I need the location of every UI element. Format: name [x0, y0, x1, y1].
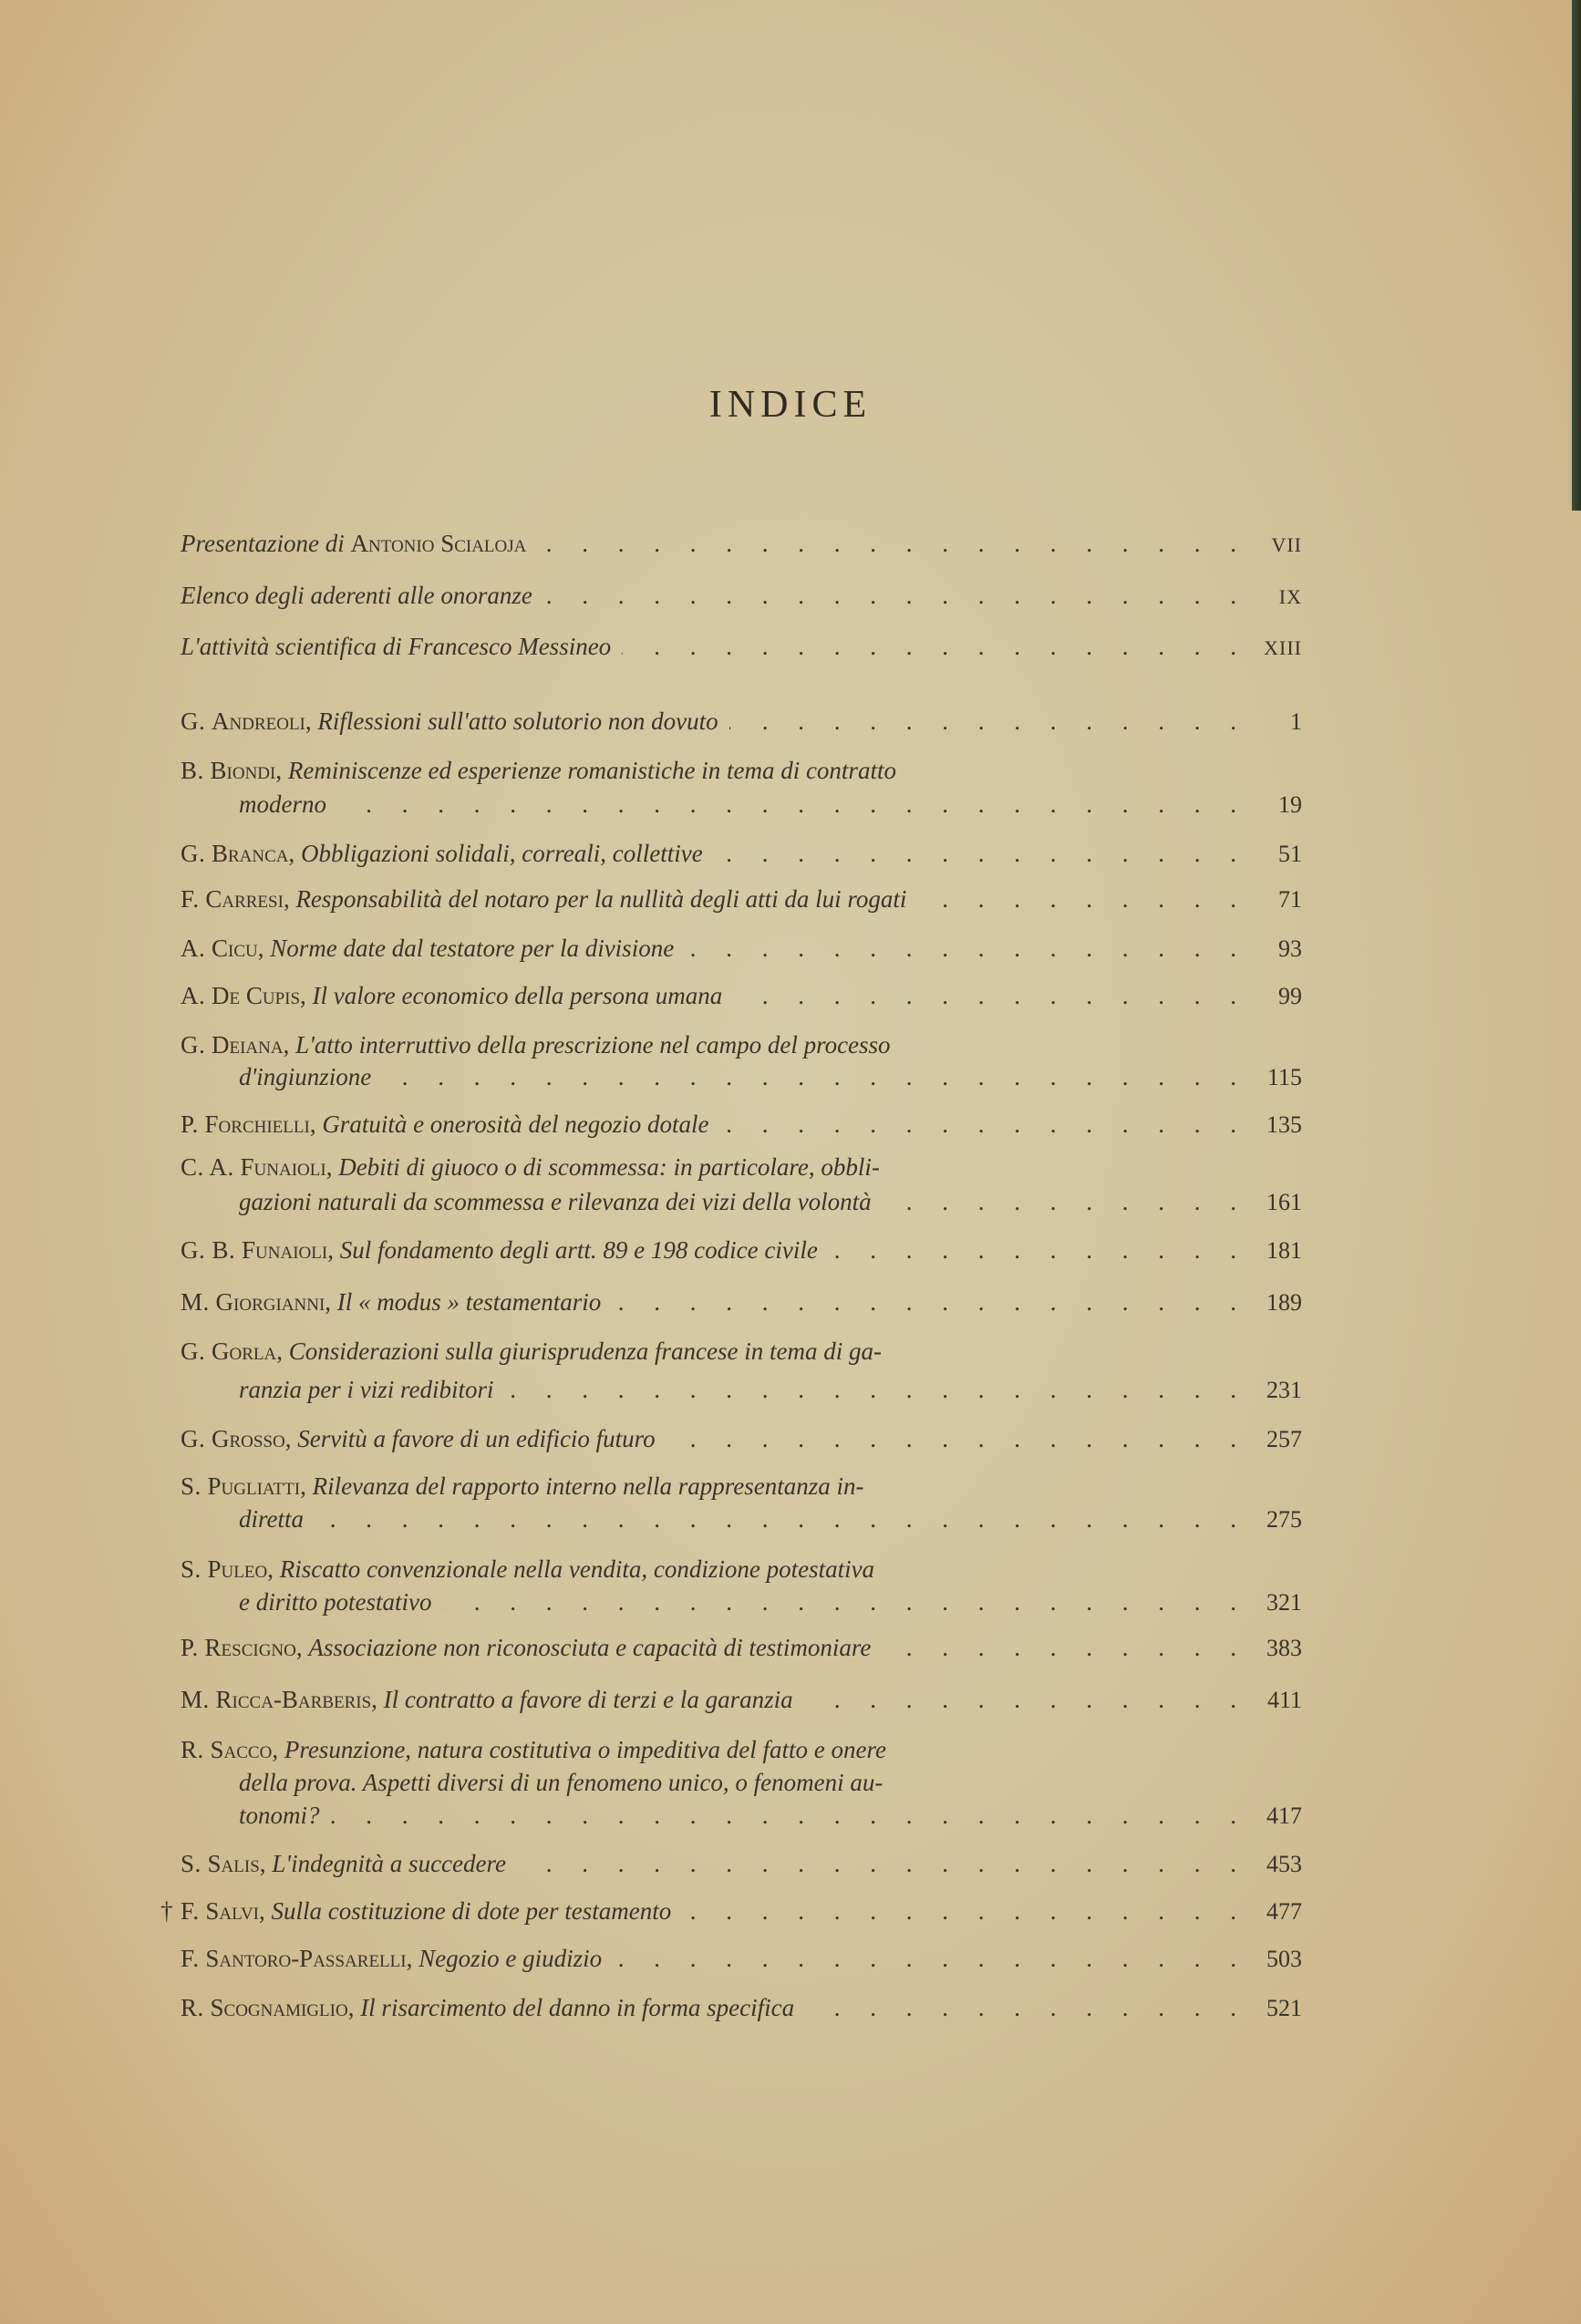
entry-title: Riflessioni sull'atto solutorio non dovuto: [317, 708, 718, 735]
author-surname: Scognamiglio: [210, 1994, 348, 2021]
toc-text: G. Branca, Obbligazioni solidali, correali, collettive: [181, 840, 703, 867]
toc-text: R. Sacco, Presunzione, natura costitutiva o impeditiva del fatto e onere: [181, 1736, 886, 1763]
page-number: 99: [1278, 983, 1302, 1009]
author-surname: Funaioli: [240, 1153, 326, 1181]
toc-front-matter-item: [181, 630, 1302, 663]
author-initials: G.: [181, 840, 206, 867]
toc-entry: [181, 1286, 1302, 1318]
entry-title: L'atto interruttivo della prescrizione nel campo del processo: [295, 1031, 891, 1059]
entry-title: Presunzione, natura costitutiva o impeditiva del fatto e onere: [284, 1736, 886, 1763]
author-surname: Branca: [212, 840, 289, 867]
toc-entry: [181, 1942, 1302, 1975]
author-initials: M.: [181, 1686, 210, 1713]
author-initials: S.: [181, 1850, 202, 1877]
author-initials: G.: [181, 708, 206, 735]
toc-text: M. Giorgianni, Il « modus » testamentario: [181, 1288, 602, 1316]
entry-title: gazioni naturali da scommessa e rilevanza dei vizi della volontà: [239, 1188, 872, 1215]
author-initials: S.: [181, 1472, 202, 1500]
toc-text: [181, 527, 526, 560]
toc-text: M. Ricca-Barberis, Il contratto a favore di terzi e la garanzia: [181, 1686, 793, 1713]
toc-text: [239, 1060, 371, 1093]
entry-title: Responsabilità del notaro per la nullità degli atti da lui rogati: [295, 885, 907, 913]
page-number: VII: [1271, 533, 1302, 556]
dot-leader: [613, 1942, 1236, 1975]
entry-title: Il risarcimento del danno in forma specifica: [360, 1994, 795, 2021]
toc-entry-continuation: [239, 1503, 1302, 1535]
author-initials: P.: [181, 1110, 199, 1138]
toc-text: G. Andreoli, Riflessioni sull'atto solutorio non dovuto: [181, 708, 718, 735]
author-initials: R.: [181, 1736, 204, 1763]
book-spine-edge: [1572, 0, 1581, 511]
toc-text: S. Puleo, Riscatto convenzionale nella vendita, condizione potestativa: [181, 1555, 875, 1583]
author-surname: Gorla: [212, 1338, 277, 1365]
page-number: 321: [1266, 1589, 1302, 1616]
author-surname: Santoro-Passarelli: [205, 1945, 407, 1972]
page-number: 453: [1266, 1851, 1302, 1877]
toc-entry-continuation: [239, 1185, 1302, 1218]
page-number: 477: [1266, 1898, 1302, 1925]
dot-leader: [622, 630, 1236, 663]
page-number: 275: [1266, 1506, 1302, 1533]
dot-leader: [682, 1895, 1236, 1927]
dot-leader: [537, 527, 1236, 560]
author-initials: S.: [181, 1555, 202, 1583]
entry-title: Considerazioni sulla giurisprudenza francese in tema di ga-: [288, 1338, 882, 1365]
toc-text: A. Cicu, Norme date dal testatore per la divisione: [181, 935, 675, 962]
entry-title: Norme date dal testatore per la divisione: [270, 935, 675, 962]
author-surname: Rescigno: [204, 1634, 296, 1661]
toc-entry: [181, 932, 1302, 965]
author-initials: F.: [181, 1897, 200, 1925]
entry-title: e diritto potestativo: [239, 1588, 432, 1616]
entry-title: L'attività scientifica di Francesco Messineo: [181, 633, 612, 660]
page-number: 503: [1266, 1946, 1302, 1972]
toc-entry: [181, 754, 1302, 787]
page-number: 257: [1266, 1426, 1302, 1452]
toc-entry: [181, 837, 1302, 870]
toc-entry: [181, 1991, 1302, 2024]
dot-leader: [382, 1060, 1236, 1093]
entry-title: Il « modus » testamentario: [336, 1288, 602, 1316]
toc-entry: [181, 1683, 1302, 1716]
dot-leader: [331, 1799, 1236, 1832]
author-surname: Andreoli: [212, 708, 305, 735]
page-number: 161: [1266, 1189, 1302, 1215]
entry-title: Sul fondamento degli artt. 89 e 198 codice civile: [339, 1236, 818, 1264]
entry-title: Servitù a favore di un edificio futuro: [297, 1425, 656, 1452]
dot-leader: [804, 1683, 1236, 1716]
toc-entry: [160, 1895, 1302, 1927]
author-initials: F.: [181, 885, 200, 913]
entry-title: della prova. Aspetti diversi di un fenomeno unico, o fenomeni au-: [239, 1769, 884, 1796]
dot-leader: [543, 579, 1236, 612]
toc-text: R. Scognamiglio, Il risarcimento del danno in forma specifica: [181, 1994, 795, 2021]
page-title: INDICE: [708, 384, 873, 426]
dot-leader: [714, 837, 1236, 870]
entry-title: Presentazione di: [181, 530, 345, 557]
entry-title: d'ingiunzione: [239, 1063, 372, 1090]
toc-text: C. A. Funaioli, Debiti di giuoco o di scommessa: in particolare, obbli-: [181, 1153, 880, 1181]
toc-text: [239, 1766, 883, 1799]
toc-entry: [181, 1234, 1302, 1266]
entry-title: ranzia per i vizi redibitori: [239, 1376, 494, 1403]
author-surname: Salis: [207, 1850, 260, 1877]
toc-entry: [181, 1631, 1302, 1664]
dot-leader: [882, 1631, 1236, 1664]
toc-text: [239, 1373, 494, 1406]
toc-text: S. Salis, L'indegnità a succedere: [181, 1850, 506, 1877]
dot-leader: [442, 1585, 1236, 1618]
toc-text: F. Santoro-Passarelli, Negozio e giudizio: [181, 1945, 603, 1972]
entry-title: Il valore economico della persona umana: [312, 982, 723, 1009]
page-number: 135: [1266, 1111, 1302, 1138]
entry-title: Associazione non riconosciuta e capacità di testimoniare: [308, 1634, 872, 1661]
dot-leader: [733, 979, 1236, 1012]
page-number: 383: [1266, 1635, 1302, 1661]
dot-leader: [917, 883, 1236, 915]
entry-title: Gratuità e onerosità del negozio dotale: [322, 1110, 709, 1138]
toc-text: [239, 1585, 431, 1618]
dot-leader: [720, 1108, 1236, 1141]
toc-text: B. Biondi, Reminiscenze ed esperienze romanistiche in tema di contratto: [181, 757, 896, 784]
entry-title: Elenco degli aderenti alle onoranze: [181, 582, 532, 609]
entry-title: Riscatto convenzionale nella vendita, condizione potestativa: [279, 1555, 875, 1583]
author-initials: G.: [181, 1031, 206, 1059]
toc-text: A. De Cupis, Il valore economico della persona umana: [181, 982, 723, 1009]
dot-leader: [315, 1503, 1236, 1535]
toc-entry-continuation: [239, 1799, 1302, 1832]
entry-title: Negozio e giudizio: [418, 1945, 603, 1972]
deceased-mark: †: [160, 1897, 173, 1925]
author-surname: Pugliatti: [207, 1472, 301, 1500]
toc-entry: [181, 1335, 1302, 1368]
page-number: 71: [1278, 886, 1302, 913]
page-number: 19: [1278, 791, 1302, 818]
dot-leader: [685, 932, 1236, 965]
entry-title: Reminiscenze ed esperienze romanistiche in tema di contratto: [287, 757, 896, 784]
author-initials: G.: [181, 1338, 206, 1365]
author-surname: Ricca-Barberis: [215, 1686, 372, 1713]
dot-leader: [666, 1422, 1236, 1455]
dot-leader: [612, 1286, 1236, 1318]
dot-leader: [517, 1847, 1236, 1880]
toc-front-matter-item: [181, 527, 1302, 560]
author-surname: Biondi: [210, 757, 276, 784]
page-number: 93: [1278, 935, 1302, 962]
entry-title: Rilevanza del rapporto interno nella rappresentanza in-: [312, 1472, 864, 1500]
toc-text: S. Pugliatti, Rilevanza del rapporto interno nella rappresentanza in-: [181, 1472, 864, 1500]
toc-front-matter-item: [181, 579, 1302, 612]
toc-entry: [181, 1733, 1302, 1766]
page-number: 115: [1266, 1064, 1302, 1090]
toc-entry: [181, 705, 1302, 738]
entry-title: tonomi?: [239, 1802, 320, 1829]
toc-entry: [181, 1108, 1302, 1141]
entry-author: Antonio Scialoja: [350, 530, 527, 557]
toc-entry: [181, 1470, 1302, 1503]
toc-text: [239, 1799, 320, 1832]
author-initials: P.: [181, 1634, 199, 1661]
toc-entry: [181, 1028, 1302, 1061]
toc-entry: [181, 979, 1302, 1012]
entry-title: Il contratto a favore di terzi e la garanzia: [383, 1686, 793, 1713]
toc-text: G. Deiana, L'atto interruttivo della prescrizione nel campo del processo: [181, 1031, 891, 1059]
entry-title: diretta: [239, 1505, 304, 1533]
dot-leader: [829, 1234, 1236, 1266]
dot-leader: [337, 788, 1236, 821]
toc-text: F. Carresi, Responsabilità del notaro per la nullità degli atti da lui rogati: [181, 885, 907, 913]
author-surname: Salvi: [205, 1897, 260, 1925]
toc-entry: [181, 1847, 1302, 1880]
toc-text: G. B. Funaioli, Sul fondamento degli artt. 89 e 198 codice civile: [181, 1236, 818, 1264]
author-surname: Carresi: [205, 885, 284, 913]
toc-entry-continuation: [239, 788, 1302, 821]
author-surname: Cicu: [212, 935, 258, 962]
page-number: 181: [1266, 1237, 1302, 1264]
toc-text: [239, 1185, 872, 1218]
author-surname: Funaioli: [242, 1236, 328, 1264]
author-surname: Grosso: [212, 1425, 285, 1452]
toc-text: G. Grosso, Servitù a favore di un edificio futuro: [181, 1425, 656, 1452]
toc-text: [181, 579, 532, 612]
toc-text: G. Gorla, Considerazioni sulla giurisprudenza francese in tema di ga-: [181, 1338, 882, 1365]
toc-entry-continuation: [239, 1766, 1302, 1799]
page-number: 189: [1266, 1289, 1302, 1316]
page-number: XIII: [1264, 636, 1302, 659]
dot-leader: [883, 1185, 1236, 1218]
page-number: IX: [1278, 585, 1302, 608]
toc-entry: [181, 1553, 1302, 1585]
toc-text: P. Rescigno, Associazione non riconosciuta e capacità di testimoniare: [181, 1634, 872, 1661]
toc-text: P. Forchielli, Gratuità e onerosità del negozio dotale: [181, 1110, 709, 1138]
toc-text: † F. Salvi, Sulla costituzione di dote per testamento: [181, 1895, 671, 1927]
entry-title: L'indegnità a succedere: [272, 1850, 506, 1877]
toc-entry: [181, 883, 1302, 915]
page-number: 231: [1266, 1377, 1302, 1403]
page-number: 411: [1266, 1687, 1302, 1713]
author-surname: Sacco: [210, 1736, 273, 1763]
author-surname: Giorgianni: [215, 1288, 326, 1316]
toc-entry-continuation: [239, 1060, 1302, 1093]
toc-entry: [181, 1151, 1302, 1183]
author-initials: G.: [181, 1425, 206, 1452]
entry-title: Sulla costituzione di dote per testamento: [271, 1897, 672, 1925]
entry-title: Debiti di giuoco o di scommessa: in particolare, obbli-: [338, 1153, 880, 1181]
toc-text: [239, 1503, 304, 1535]
author-initials: M.: [181, 1288, 210, 1316]
author-surname: Puleo: [207, 1555, 268, 1583]
page-number: 521: [1266, 1995, 1302, 2021]
author-surname: Forchielli: [204, 1110, 310, 1138]
author-initials: A.: [181, 982, 206, 1009]
author-initials: G. B.: [181, 1236, 236, 1264]
dot-leader: [729, 705, 1236, 738]
toc-text: [181, 630, 611, 663]
author-surname: Deiana: [212, 1031, 284, 1059]
page-number: 51: [1278, 841, 1302, 867]
author-initials: F.: [181, 1945, 200, 1972]
dot-leader: [805, 1991, 1236, 2024]
author-initials: C. A.: [181, 1153, 234, 1181]
page-number: 1: [1290, 708, 1302, 735]
author-surname: De Cupis: [212, 982, 301, 1009]
author-initials: R.: [181, 1994, 204, 2021]
toc-text: [239, 788, 326, 821]
page-number: 417: [1266, 1802, 1302, 1829]
toc-entry-continuation: [239, 1373, 1302, 1406]
entry-title: moderno: [239, 790, 326, 818]
author-initials: A.: [181, 935, 206, 962]
toc-entry-continuation: [239, 1585, 1302, 1618]
toc-entry: [181, 1422, 1302, 1455]
entry-title: Obbligazioni solidali, correali, collettive: [301, 840, 703, 867]
dot-leader: [505, 1373, 1236, 1406]
author-initials: B.: [181, 757, 204, 784]
